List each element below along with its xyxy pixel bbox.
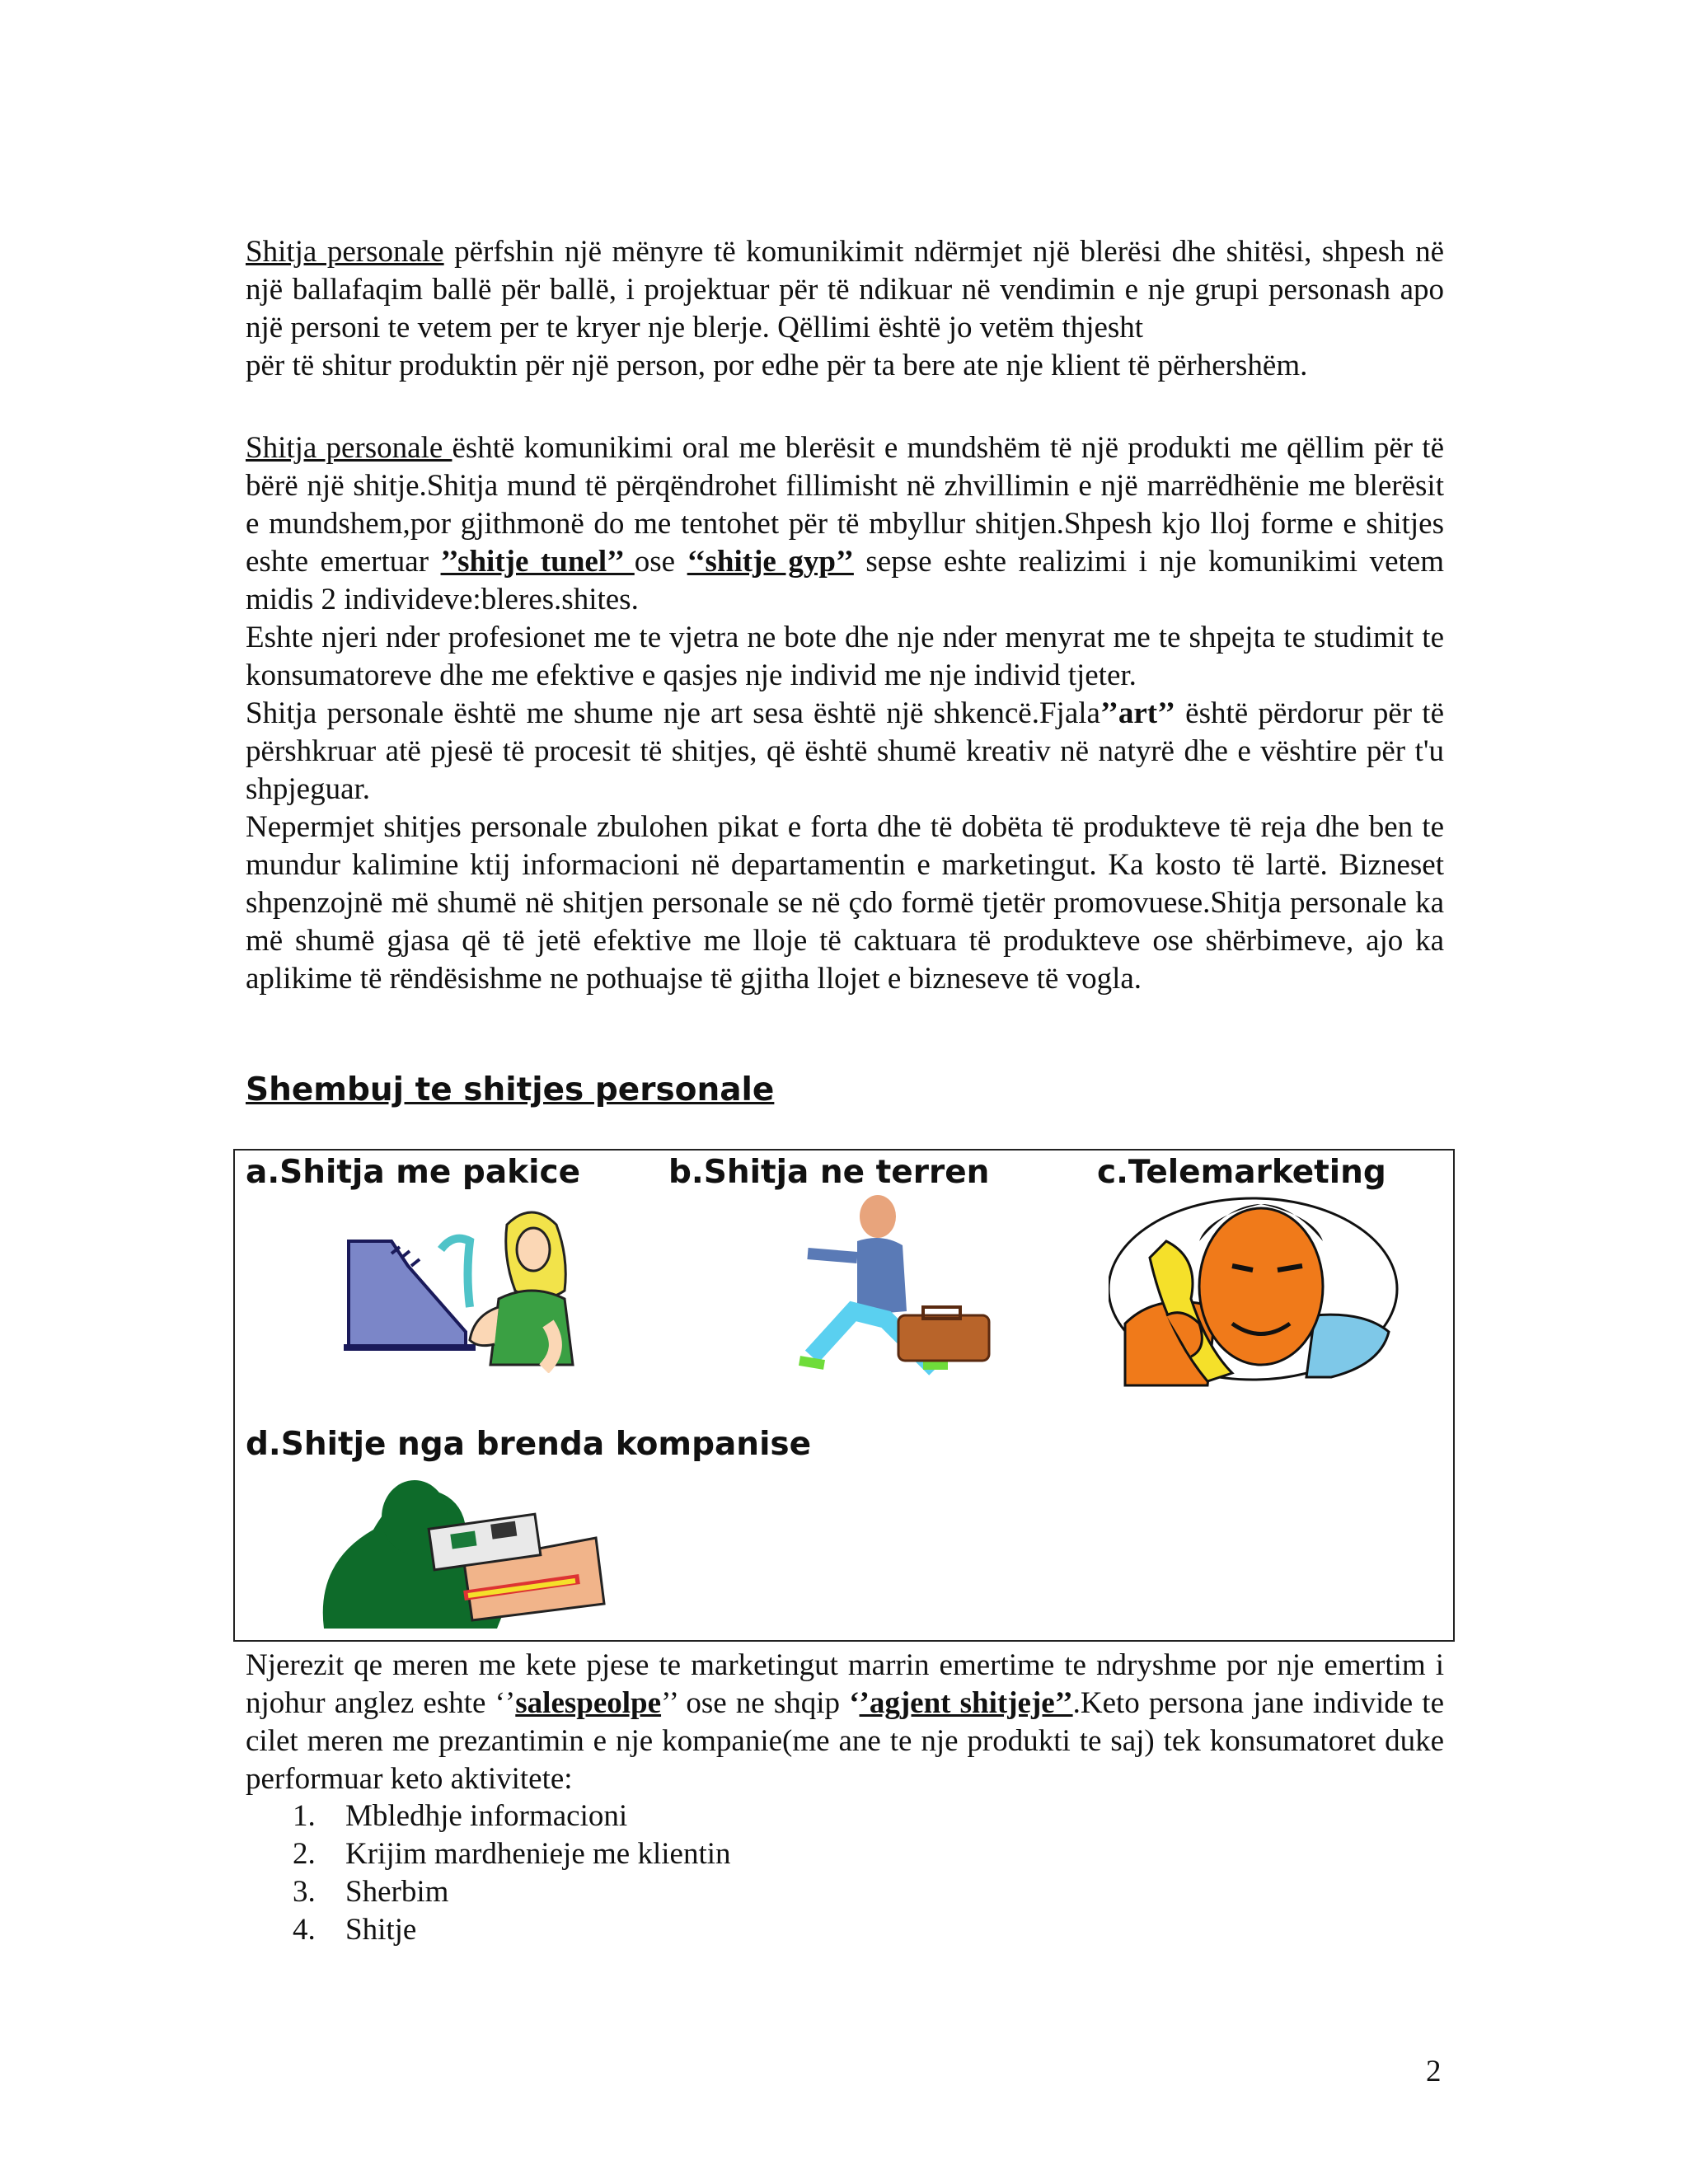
list-item: 3. Sherbim [293, 1875, 449, 1909]
paragraph-salespeople: Njerezit qe meren me kete pjese te marketingut marrin emertime te ndryshme por nje emertim i njohur anglez eshte ‘’salespeolpe’’ ose ne shqip ‘’agjent shitjeje’’.Keto persona jane individe te cilet meren me prezantimin e nje kompanie(me ane te nje produkti te saj) tek konsumatoret duke performuar keto aktivitete: [246, 1648, 1445, 1796]
term-shitje-gyp: ‘‘shitje gyp’’ [687, 545, 854, 579]
paragraph-art: Shitja personale është me shume nje art sesa është një shkencë.Fjala’’art’’ është përdorur për të përshkruar atë pjesë të procesit të shitjes, që është shumë kreativ në natyrë dhe e vështire për t'u shpjeguar. [246, 696, 1444, 806]
list-item: 1. Mbledhje informacioni [293, 1799, 628, 1833]
list-item: 4. Shitje [293, 1913, 417, 1947]
telemarketing-illustration [1109, 1192, 1405, 1390]
term-shitja-personale: Shitja personale [246, 235, 444, 269]
example-b-caption: b.Shitja ne terren [668, 1154, 990, 1191]
list-item: 2. Krijim mardhenieje me klientin [293, 1837, 731, 1871]
field-salesman-illustration [762, 1192, 1001, 1381]
page-number: 2 [1426, 2055, 1442, 2088]
term-salespeople: salespeolpe [515, 1686, 662, 1720]
example-d-caption: d.Shitje nga brenda kompanise [246, 1426, 812, 1463]
example-a-caption: a.Shitja me pakice [246, 1154, 581, 1191]
paragraph-advantages: Nepermjet shitjes personale zbulohen pikat e forta dhe të dobëta të produkteve të reja dhe ben te mundur kalimine ktij informacioni në departamentin e marketingut. Ka kosto të lartë. Bizneset shpenzojnë më shumë në shitjen personale se në çdo formë tjetër promovuese.Shitja personale ka më shumë gjasa që të jetë efektive me lloje të caktuara të produkteve ose shërbimeve, ajo ka aplikime të rëndësishme ne pothuajse të gjitha llojet e bizneseve të vogla. [246, 810, 1444, 996]
term-agjent-shitjeje: ’agjent shitjeje’’ [859, 1686, 1073, 1720]
activities-list [293, 1797, 731, 1949]
term-shitje-tunel: ’’shitje tunel’’ [440, 545, 635, 579]
inside-sales-illustration [307, 1472, 621, 1629]
paragraph-intro-continuation: për të shitur produktin për një person, por edhe për ta bere ate nje klient të përhershëm. [246, 349, 1308, 382]
section-heading: Shembuj te shitjes personale [246, 1071, 775, 1108]
term-shitja-personale-2: Shitja personale [246, 431, 452, 465]
paragraph-intro: Shitja personale përfshin një mënyre të komunikimit ndërmjet një blerësi dhe shitësi, shpesh në një ballafaqim ballë për ballë, i projektuar për të ndikuar në vendimin e nje grupi personash apo një personi te vetem per te kryer nje blerje. Qëllimi është jo vetëm thjesht për të shitur produktin për një person, por edhe për ta bere ate nje klient të përhershëm. [246, 233, 1444, 385]
examples-box [233, 1149, 1455, 1642]
term-art: ’’art’’ [1100, 696, 1176, 730]
paragraph-definition: Shitja personale është komunikimi oral me blerësit e mundshëm të një produkti me qëllim për të bërë një shitje.Shitja mund të përqëndrohet fillimisht në zhvillimin e një marrëdhënie me blerësit e mundshem,por gjithmonë do me tentohet për të mbyllur shitjen.Shpesh kjo lloj forme e shitjes eshte emertuar ’’shitje tunel’’ ose ‘‘shitje gyp’’ sepse eshte realizimi i nje komunikimi vetem midis 2 individeve:bleres.shites. [246, 431, 1444, 616]
paragraph-profession: Eshte njeri nder profesionet me te vjetra ne bote dhe nje nder menyrat me te shpejta te studimit te konsumatoreve dhe me efektive e qasjes nje individ me nje individ tjeter. [246, 621, 1444, 692]
example-c-caption: c.Telemarketing [1097, 1154, 1386, 1191]
cashier-illustration [342, 1208, 589, 1373]
